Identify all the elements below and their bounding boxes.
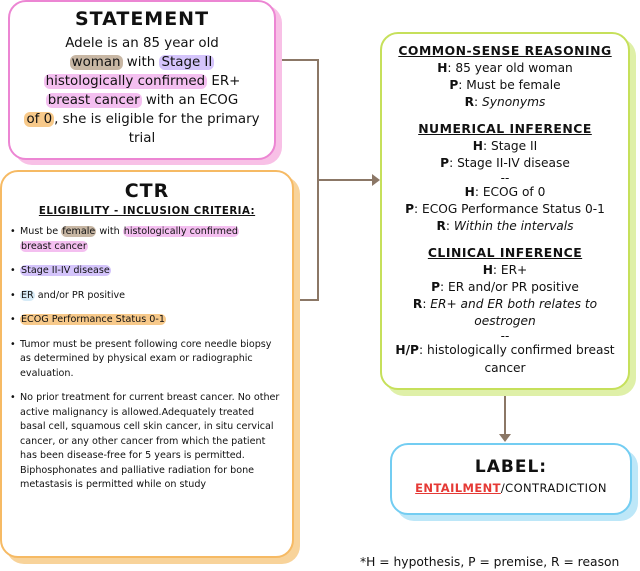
p-label: P (431, 279, 441, 294)
ctr-box (0, 170, 294, 558)
num-h1-text: Stage II (490, 138, 538, 153)
criteria-text: with (96, 226, 123, 237)
statement-part: with (122, 55, 160, 70)
cs-hypothesis: H: 85 year old woman (437, 61, 573, 75)
separator: -- (500, 171, 510, 186)
clin-p-text: ER and/or PR positive (448, 279, 579, 294)
p-label: P (405, 202, 415, 217)
num-hypothesis-1: H: Stage II (472, 138, 538, 153)
label-box (390, 443, 632, 515)
clin-hp-text: histologically confirmed breast cancer (426, 343, 615, 375)
num-h2-text: ECOG of 0 (482, 185, 546, 200)
clin-r-text: ER+ and ER both relates to oestrogen (430, 297, 598, 329)
statement-part: , she is eligible for the primary trial (54, 112, 260, 146)
num-p2-text: ECOG Performance Status 0-1 (422, 202, 605, 217)
ctr-connector (300, 180, 318, 300)
criteria-item: • No prior treatment for current breast cancer. No other active malignancy is allowed.Adequately treated basal cell, squamous cell skin cancer, in situ cervical cancer, or any other cancer from which the patient has been disease-free for 5 years is permitted. Biphosphonates and palliative radiation for bone metastasis is permitted while on study (20, 391, 282, 493)
num-reason: R: Within the intervals (436, 219, 574, 234)
separator: -- (500, 329, 510, 344)
criteria-item (20, 225, 282, 254)
cs-r-text: Synonyms (482, 95, 546, 110)
criteria-item (20, 264, 282, 279)
highlight-er: ER (21, 289, 34, 301)
r-label: R (464, 95, 475, 110)
common-sense-title: COMMON-SENSE REASONING (398, 43, 612, 58)
h-label: H (437, 61, 448, 75)
legend-footnote: *H = hypothesis, P = premise, R = reason (360, 555, 620, 569)
label-title: LABEL: (474, 457, 548, 477)
cs-p-text: Must be female (466, 78, 561, 93)
highlight-stage: Stage II-IV disease (21, 265, 110, 276)
criteria-item: • Tumor must be present following core needle biopsy as determined by physical exam or radiographic evaluation. (20, 338, 282, 382)
highlight-female: female (62, 226, 96, 237)
highlight-ecog: ECOG Performance Status 0-1 (21, 314, 165, 325)
contradiction-label: CONTRADICTION (505, 481, 607, 495)
num-premise-2: P: ECOG Performance Status 0-1 (405, 202, 605, 217)
statement-title: STATEMENT (74, 8, 210, 30)
highlight-histologically: histologically confirmed (123, 226, 239, 237)
criteria-text: Must be (20, 226, 62, 237)
entailment-label: ENTAILMENT (415, 481, 501, 495)
highlight-breast-cancer: breast cancer (47, 93, 140, 108)
criteria-item (20, 289, 282, 304)
numerical-title: NUMERICAL INFERENCE (418, 120, 592, 136)
highlight-stage: Stage II (161, 55, 213, 70)
r-label: R (436, 219, 446, 234)
h-label: H (472, 138, 483, 153)
clin-hp: H/P: histologically confirmed breast cancer (395, 343, 615, 375)
highlight-ecog: of 0 (26, 112, 53, 127)
ctr-subtitle: ELIGIBILITY - INCLUSION CRITERIA: (38, 206, 256, 217)
h-label: H (464, 185, 475, 200)
clinical-title: CLINICAL INFERENCE (427, 244, 583, 260)
statement-box (8, 0, 276, 160)
hp-label: H/P (395, 343, 419, 358)
num-p1-text: Stage II-IV disease (457, 155, 570, 170)
r-label: R (412, 297, 423, 312)
clin-h-text: ER+ (500, 262, 528, 277)
clin-hypothesis: H: ER+ (482, 262, 528, 277)
num-r-text: Within the intervals (453, 219, 574, 234)
label-options (392, 481, 630, 495)
criteria-list (2, 225, 292, 493)
clin-reason: R: ER+ and ER both relates to oestrogen (412, 297, 598, 329)
cs-reason: R: Synonyms (464, 95, 546, 110)
cs-h-text: 85 year old woman (455, 61, 573, 75)
num-hypothesis-2: H: ECOG of 0 (464, 185, 546, 200)
criteria-item (20, 313, 282, 328)
highlight-woman: woman (71, 55, 121, 70)
cs-premise: P: Must be female (449, 78, 561, 93)
statement-part: Adele is an 85 year old (65, 36, 219, 51)
ctr-title: CTR (124, 180, 170, 202)
statement-part: with an ECOG (141, 93, 239, 108)
p-label: P (440, 155, 450, 170)
criteria-text: and/or PR positive (34, 289, 126, 301)
reasoning-box (380, 32, 630, 390)
num-premise-1: P: Stage II-IV disease (440, 155, 570, 170)
highlight-histologically: histologically confirmed (45, 74, 206, 89)
label-slash: / (500, 481, 506, 495)
clin-premise: P: ER and/or PR positive (431, 279, 579, 294)
p-label: P (449, 78, 459, 93)
statement-text (24, 34, 260, 148)
arrowhead-label (499, 434, 511, 442)
arrowhead-reasoning (372, 174, 380, 186)
highlight-breast-cancer: breast cancer (21, 240, 87, 252)
statement-connector (282, 60, 318, 180)
statement-part: ER+ (207, 74, 241, 89)
h-label: H (482, 262, 493, 277)
